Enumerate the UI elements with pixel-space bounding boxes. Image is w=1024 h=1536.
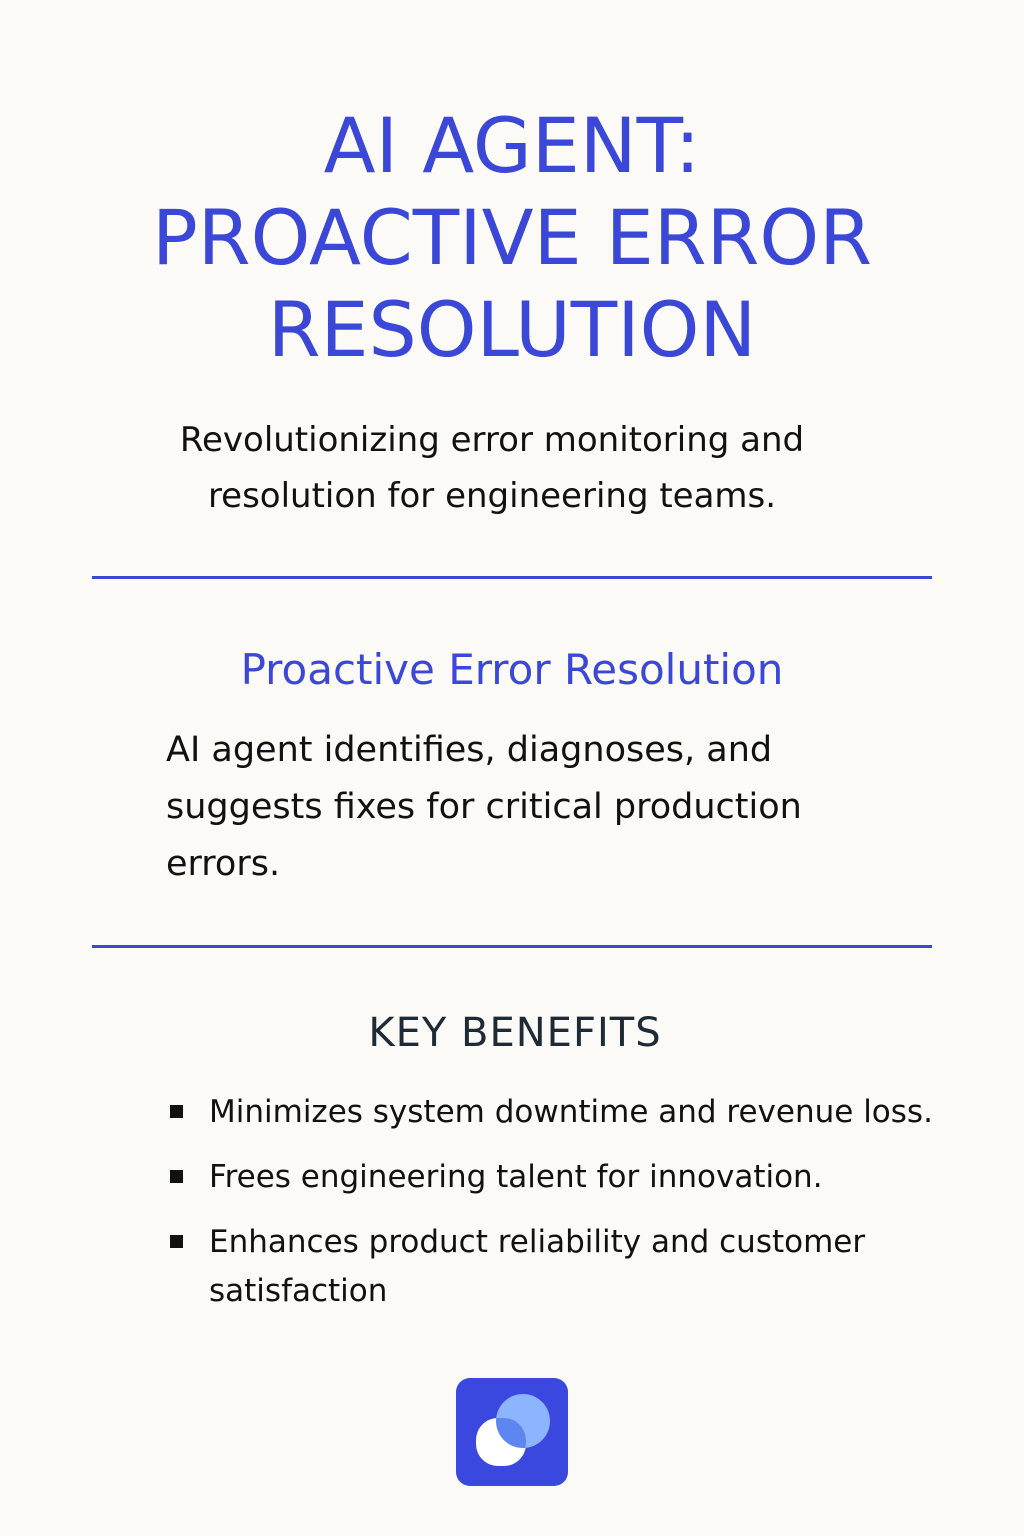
- section-body-line-2: suggests fixes for critical production: [166, 787, 802, 827]
- title-line-1: AI AGENT:: [323, 101, 701, 190]
- subtitle-line-1: Revolutionizing error monitoring and: [179, 420, 805, 460]
- benefits-list: [168, 1088, 988, 1332]
- subtitle-line-2: resolution for engineering teams.: [207, 476, 777, 516]
- square-bullet-icon: [170, 1105, 183, 1118]
- benefit-text: Minimizes system downtime and revenue loss.: [209, 1094, 933, 1130]
- benefit-item: [168, 1153, 988, 1202]
- square-bullet-icon: [170, 1170, 183, 1183]
- benefit-item: [168, 1088, 988, 1137]
- logo-graphic: [456, 1378, 568, 1486]
- title-line-2: PROACTIVE ERROR: [151, 193, 873, 282]
- divider-bottom: [92, 945, 932, 948]
- square-bullet-icon: [170, 1235, 183, 1248]
- section-heading: Proactive Error Resolution: [240, 645, 784, 694]
- subtitle: [0, 412, 984, 524]
- divider-top: [92, 576, 932, 579]
- page-title: [0, 100, 1024, 376]
- title-line-3: RESOLUTION: [267, 285, 757, 374]
- benefit-text: Enhances product reliability and customer: [209, 1224, 866, 1260]
- benefit-text-continued: satisfaction: [209, 1273, 388, 1309]
- section-body: [166, 722, 866, 893]
- section-body-line-1: AI agent identifies, diagnoses, and: [166, 730, 773, 770]
- overlapping-circles-logo-icon: [456, 1378, 568, 1486]
- section-body-line-3: errors.: [166, 844, 281, 884]
- benefit-text: Frees engineering talent for innovation.: [209, 1159, 823, 1195]
- benefit-item: [168, 1218, 988, 1316]
- benefits-heading: KEY BENEFITS: [368, 1010, 662, 1056]
